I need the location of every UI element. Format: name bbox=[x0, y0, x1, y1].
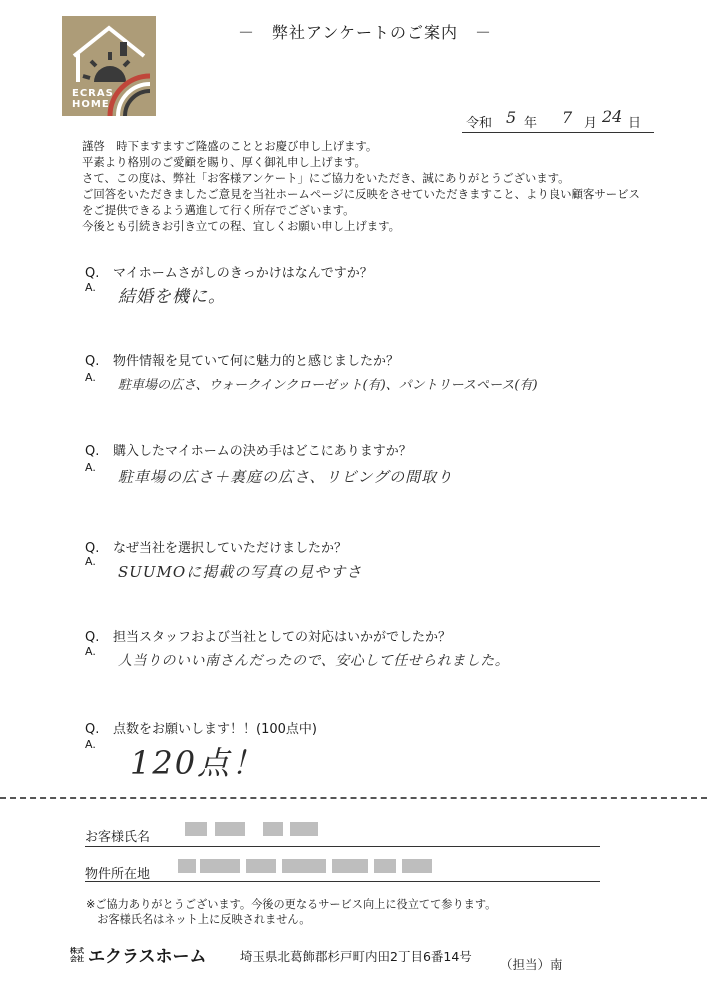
a-mark: A. bbox=[85, 738, 96, 751]
q-mark: Q. bbox=[85, 354, 100, 369]
answer-4: SUUMOに掲載の写真の見やすさ bbox=[118, 563, 363, 581]
dashed-divider bbox=[0, 797, 707, 799]
date-day-unit: 日 bbox=[628, 116, 642, 131]
page-title: － 弊社アンケートのご案内 － bbox=[237, 23, 493, 42]
question-text: 購入したマイホームの決め手はどこにありますか？ bbox=[113, 444, 412, 459]
intro-line: 今後とも引続きお引き立ての程、宜しくお願い申し上げます。 bbox=[82, 219, 401, 233]
question-1 bbox=[85, 262, 373, 281]
date-month-unit: 月 bbox=[584, 116, 598, 131]
logo-text bbox=[72, 88, 132, 110]
answer-5: 人当りのいい南さんだったので、安心して任せられました。 bbox=[118, 653, 510, 669]
intro-line: 謹啓 時下ますますご隆盛のこととお慶び申し上げます。 bbox=[82, 139, 378, 153]
question-3 bbox=[85, 440, 412, 459]
question-4 bbox=[85, 537, 347, 556]
q-mark: Q. bbox=[85, 444, 100, 459]
question-text: なぜ当社を選択していただけましたか？ bbox=[113, 541, 348, 556]
note-line: お客様氏名はネット上に反映されません。 bbox=[86, 913, 311, 926]
intro-line: ご回答をいただきましたご意見を当社ホームページに反映をさせていただきますこと、より良い顧客サービス bbox=[82, 187, 640, 201]
customer-name-label: お客様氏名 bbox=[85, 830, 151, 845]
a-mark: A. bbox=[85, 555, 96, 568]
kabu-line1: 株式 bbox=[70, 946, 84, 955]
question-text: 点数をお願いします！！(100点中) bbox=[113, 722, 317, 737]
answer-3: 駐車場の広さ＋裏庭の広さ、リビングの間取り bbox=[118, 468, 454, 486]
logo-text-line2: HOME bbox=[72, 99, 110, 110]
intro-line: さて、この度は、弊社「お客様アンケート」にご協力をいただき、誠にありがとうございます。 bbox=[82, 171, 570, 185]
score-answer: 120点！ bbox=[130, 744, 266, 782]
customer-name-line bbox=[85, 846, 600, 847]
note-line: ※ご協力ありがとうございます。今後の更なるサービス向上に役立てて参ります。 bbox=[86, 898, 497, 911]
q-mark: Q. bbox=[85, 541, 100, 556]
company-address: 埼玉県北葛飾郡杉戸町内田2丁目6番14号 bbox=[240, 949, 472, 964]
intro-text bbox=[82, 138, 682, 234]
kabu-line2: 会社 bbox=[70, 954, 84, 963]
date-month: 7 bbox=[562, 108, 573, 127]
property-location-redacted bbox=[178, 859, 433, 873]
property-location-label: 物件所在地 bbox=[85, 867, 151, 882]
date-year-unit: 年 bbox=[524, 116, 538, 131]
footer-note bbox=[86, 897, 496, 927]
intro-line: をご提供できるよう邁進して行く所存でございます。 bbox=[82, 203, 355, 217]
date-year: 5 bbox=[506, 108, 517, 127]
kabushiki-kaisha-mark bbox=[70, 947, 88, 963]
company-logo bbox=[62, 16, 156, 116]
a-mark: A. bbox=[85, 645, 96, 658]
a-mark: A. bbox=[85, 371, 96, 384]
question-text: 物件情報を見ていて何に魅力的と感じましたか？ bbox=[113, 354, 400, 369]
intro-line: 平素より格別のご愛顧を賜り、厚く御礼申し上げます。 bbox=[82, 155, 366, 169]
date-day: 24 bbox=[602, 107, 623, 126]
a-mark: A. bbox=[85, 461, 96, 474]
answer-1: 結婚を機に。 bbox=[118, 287, 226, 307]
customer-name-redacted bbox=[185, 822, 335, 836]
question-6 bbox=[85, 718, 317, 737]
q-mark: Q. bbox=[85, 266, 100, 281]
company-name bbox=[70, 942, 207, 967]
company-name-text: エクラスホーム bbox=[88, 947, 207, 967]
date-era: 令和 bbox=[466, 116, 493, 131]
staff-in-charge: （担当）南 bbox=[500, 957, 563, 972]
question-text: 担当スタッフおよび当社としての対応はいかがでしたか？ bbox=[113, 630, 452, 645]
q-mark: Q. bbox=[85, 630, 100, 645]
answer-2: 駐車場の広さ、ウォークインクローゼット(有)、パントリースペース(有) bbox=[118, 378, 538, 393]
date-line bbox=[462, 107, 654, 133]
property-location-line bbox=[85, 881, 600, 882]
question-text: マイホームさがしのきっかけはなんですか？ bbox=[113, 266, 373, 281]
a-mark: A. bbox=[85, 281, 96, 294]
q-mark: Q. bbox=[85, 722, 100, 737]
question-5 bbox=[85, 626, 451, 645]
logo-text-line1: ECRAS bbox=[72, 88, 114, 99]
question-2 bbox=[85, 350, 399, 369]
